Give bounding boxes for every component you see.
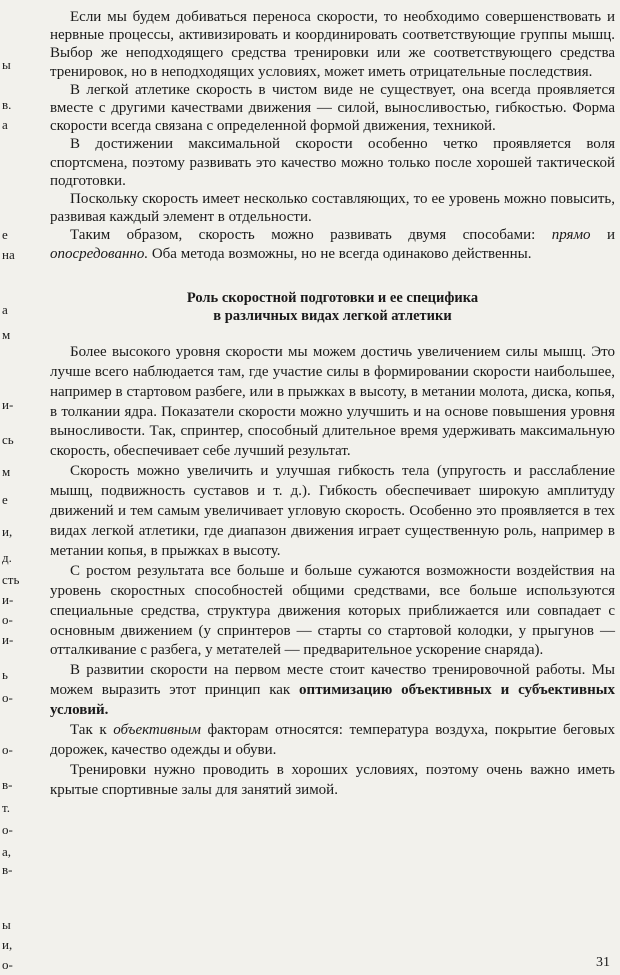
margin-fragment: в. (2, 97, 12, 112)
text-run: Таким образом, скорость можно развивать двумя способами: (70, 227, 552, 244)
paragraph (50, 661, 615, 721)
section-speed-training-role (50, 343, 615, 801)
text-run: факторам относятся: температура воздуха, покрытие беговых дорожек, качество одежды и обуви. (50, 722, 615, 758)
text-run: Поскольку скорость имеет несколько составляющих, то ее уровень можно повысить, развивая каждый элемент в отдельности. (50, 191, 615, 226)
text-run: и (590, 227, 616, 244)
heading-line-1: Роль скоростной подготовки и ее специфика (186, 289, 479, 306)
bold-text: оптимизацию объективных и субъективных условий. (50, 682, 615, 719)
margin-fragment: т. (2, 800, 10, 815)
paragraph (50, 761, 615, 801)
paragraph (50, 343, 615, 462)
paragraph (50, 8, 615, 81)
margin-fragment: е (2, 227, 8, 242)
margin-fragment: на (2, 247, 15, 262)
text-run: В достижении максимальной скорости особенно четко проявляется воля спортсмена, поэтому развивать это качество можно только после хорошей тактической подготовки. (50, 136, 615, 189)
margin-fragment: о- (2, 690, 13, 705)
paragraph (50, 721, 615, 761)
paragraph (50, 562, 615, 662)
text-run: Тренировки нужно проводить в хороших условиях, поэтому очень важно иметь крытые спортивные залы для занятий зимой. (50, 761, 615, 798)
text-run: Оба метода возможны, но не всегда одинаково действенны. (148, 245, 532, 262)
margin-fragment: и- (2, 397, 14, 412)
margin-fragment: а (2, 117, 8, 132)
paragraph (50, 81, 615, 136)
margin-fragment: а, (2, 844, 12, 859)
text-run: С ростом результата все больше и больше сужаются возможности воздействия на уровень скоростных способностей общими средствами, все больше используются специальные средства, структура движения которых приближается или совпадает с основным движением (у спринтеров — старты со стартовой колодки, у прыгунов — отталкивание с разбега, у метателей — предварительное ускорение снаряда). (50, 562, 615, 659)
heading-line-2: в различных видах легкой атлетики (213, 307, 452, 324)
text-run: В развитии скорости на первом месте стоит качество тренировочной работы. Мы можем выразить этот принцип как (50, 662, 615, 699)
paragraph (50, 135, 615, 190)
text-run: В легкой атлетике скорость в чистом виде не существует, она всегда проявляется вместе с другими качествами движения — силой, выносливостью, гибкостью. Форма скорости всегда связана с определенной формой движения, техникой. (50, 81, 615, 135)
margin-fragment: ь (2, 667, 8, 682)
margin-fragment: и- (2, 592, 14, 607)
emphasis-text: прямо (551, 227, 591, 244)
margin-fragment: в- (2, 862, 13, 877)
section-speed-development (50, 8, 615, 263)
margin-fragment: а (2, 302, 8, 317)
left-margin-fragments (0, 0, 20, 975)
text-run: Более высокого уровня скорости мы можем достичь увеличением силы мышц. Это лучше всего наблюдается там, где участие силы в формировании скорости наибольшее, например в стартовом разбеге, или в прыжках в высоту, в метании молота, диска, копья, в толкании ядра. Показатели скорости можно улучшить и на основе повышения уровня выносливости. Так, спринтер, способный длительное время удерживать максимальную скорость, обеспечивает себе лучший результат. (50, 343, 615, 460)
paragraph (50, 226, 615, 262)
margin-fragment: сть (2, 572, 20, 587)
text-run: Если мы будем добиваться переноса скорости, то необходимо совершенствовать и нервные процессы, активизировать и координировать соответствующие группы мышц. Выбор же неподходящего средства тренировки или же соответствующего средства тренировок, но в неподходящих условиях, может иметь отрицательные последствия. (50, 9, 615, 80)
margin-fragment: ы (2, 57, 11, 72)
margin-fragment: и, (2, 937, 13, 952)
margin-fragment: д. (2, 550, 12, 565)
text-run: Так к (70, 722, 114, 739)
page-number: 31 (596, 955, 610, 970)
paragraph (50, 190, 615, 226)
margin-fragment: е (2, 492, 8, 507)
margin-fragment: о- (2, 957, 13, 972)
margin-fragment: в- (2, 777, 13, 792)
margin-fragment: и, (2, 524, 13, 539)
section-heading (50, 289, 615, 325)
margin-fragment: о- (2, 612, 13, 627)
emphasis-text: объективным (113, 722, 201, 739)
page-body (50, 8, 615, 801)
margin-fragment: ы (2, 917, 11, 932)
text-run: Скорость можно увеличить и улучшая гибкость тела (упругость и расслабление мышц, подвижность суставов и т. д.). Гибкость обеспечивает широкую амплитуду движений и тем самым увеличивает угловую скорость. Особенно это проявляется в тех видах легкой атлетики, где диапазон движения играет существенную роль, например в метании копья, в прыжках в высоту. (50, 463, 615, 559)
margin-fragment: о- (2, 742, 13, 757)
emphasis-text: опосредованно. (50, 245, 149, 262)
margin-fragment: сь (2, 432, 14, 447)
margin-fragment: м (2, 327, 11, 342)
margin-fragment: о- (2, 822, 13, 837)
margin-fragment: и- (2, 632, 14, 647)
paragraph (50, 462, 615, 562)
margin-fragment: м (2, 464, 11, 479)
